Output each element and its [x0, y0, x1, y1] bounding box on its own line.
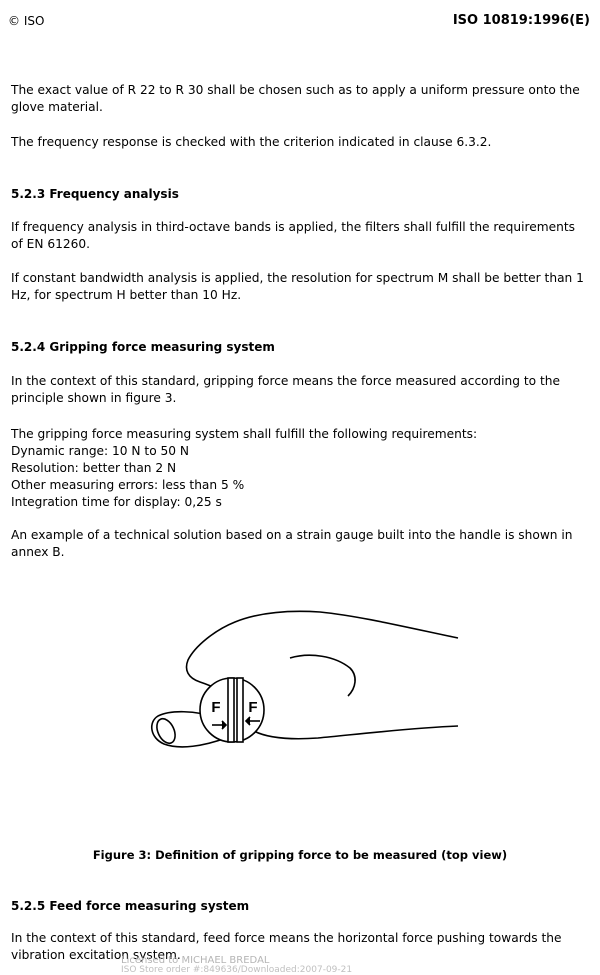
paragraph-constant-bandwidth: If constant bandwidth analysis is applied, the resolution for spectrum M shall be better than 1 Hz, for spectrum H better than 10 Hz.	[11, 271, 584, 302]
paragraph-gripping-definition: In the context of this standard, gripping force means the force measured according to the principle shown in figure 3.	[11, 374, 560, 405]
finger-line	[290, 655, 355, 696]
paragraph-pressure: The exact value of R 22 to R 30 shall be chosen such as to apply a uniform pressure onto the glove material.	[11, 83, 580, 114]
paragraph-feed-force: In the context of this standard, feed force means the horizontal force pushing towards the vibration excitation system.	[11, 931, 562, 962]
order-watermark: ISO Store order #:849636/Downloaded:2007-09-21	[121, 965, 353, 975]
standard-number: ISO 10819:1996(E)	[452, 13, 590, 28]
thumb-nail	[153, 716, 178, 746]
requirement-dynamic-range: Dynamic range: 10 N to 50 N	[11, 444, 190, 458]
handle-bar-right	[237, 678, 243, 742]
paragraph-requirements-intro: The gripping force measuring system shall fulfill the following requirements:	[11, 427, 478, 441]
paragraph-frequency-response: The frequency response is checked with the criterion indicated in clause 6.3.2.	[11, 135, 492, 149]
copyright-label: © ISO	[8, 14, 45, 28]
figure-caption: Figure 3: Definition of gripping force to be measured (top view)	[92, 848, 508, 862]
force-label-left: F	[211, 699, 221, 716]
requirement-resolution: Resolution: better than 2 N	[11, 461, 177, 475]
gripping-force-figure	[140, 598, 460, 778]
requirement-integration-time: Integration time for display: 0,25 s	[11, 495, 222, 509]
license-watermark: Licensed to MICHAEL BREDAL	[121, 955, 270, 966]
paragraph-third-octave: If frequency analysis in third-octave bands is applied, the filters shall fulfill the requirements of EN 61260.	[11, 220, 575, 251]
requirement-errors: Other measuring errors: less than 5 %	[11, 478, 245, 492]
heading-5-2-4: 5.2.4 Gripping force measuring system	[11, 340, 275, 354]
paragraph-strain-gauge: An example of a technical solution based on a strain gauge built into the handle is shown in annex B.	[11, 528, 573, 559]
force-label-right: F	[248, 699, 258, 716]
heading-5-2-3: 5.2.3 Frequency analysis	[11, 187, 179, 201]
heading-5-2-5: 5.2.5 Feed force measuring system	[11, 899, 250, 913]
handle-bar-left	[228, 678, 234, 742]
